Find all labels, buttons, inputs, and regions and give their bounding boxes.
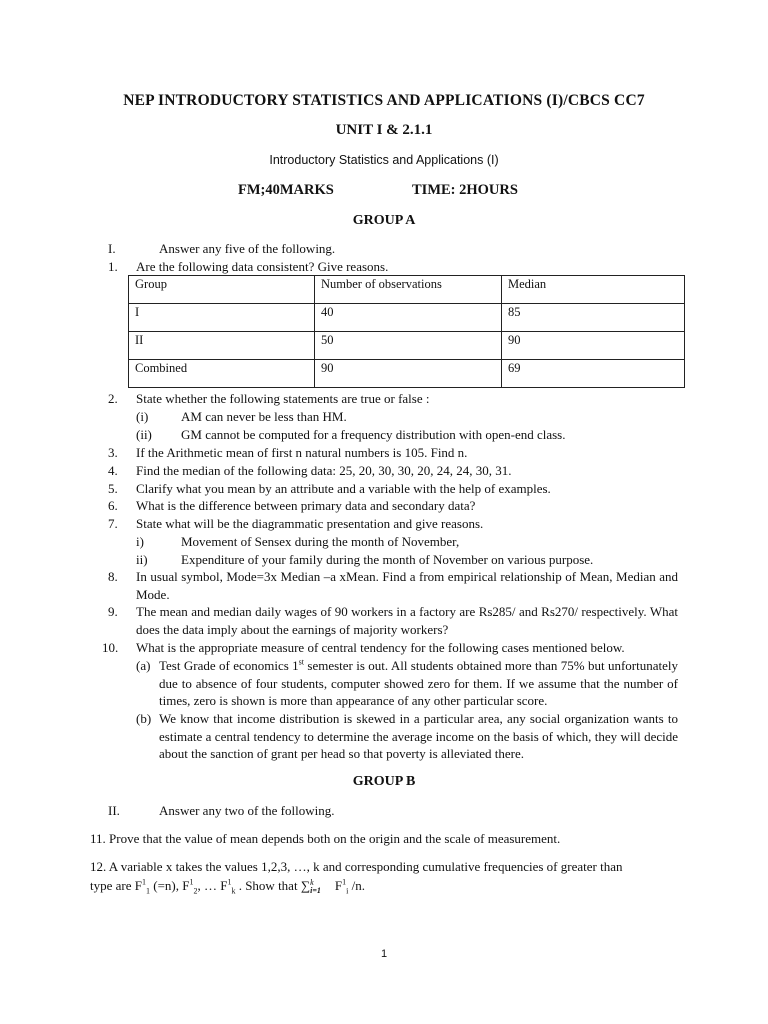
- group-a-heading: GROUP A: [352, 213, 416, 228]
- sub-item-text: Movement of Sensex during the month of November,: [181, 534, 460, 549]
- question-number: 2.: [108, 391, 118, 406]
- full-marks: FM;40MARKS: [238, 182, 334, 198]
- table-row: [129, 332, 685, 360]
- question-text: If the Arithmetic mean of first n natural numbers is 105. Find n.: [136, 445, 468, 460]
- question-text: State what will be the diagrammatic presentation and give reasons.: [136, 516, 484, 531]
- question-number: 6.: [108, 498, 118, 513]
- paper-subtitle: Introductory Statistics and Applications (I): [269, 153, 499, 167]
- question-text: State whether the following statements are true or false :: [136, 391, 430, 406]
- table-cell: 50: [315, 332, 502, 360]
- question-number: 9.: [108, 604, 118, 619]
- table-header-cell: Number of observations: [315, 276, 502, 304]
- table-header-cell: Group: [129, 276, 315, 304]
- unit-heading: UNIT I & 2.1.1: [335, 122, 433, 138]
- instruction-number: II.: [108, 803, 120, 818]
- paper-title: NEP INTRODUCTORY STATISTICS AND APPLICATIONS (I)/CBCS CC7: [123, 92, 645, 109]
- question-number: 1.: [108, 259, 118, 274]
- group-b-heading: GROUP B: [352, 774, 416, 789]
- formula-text: (=n), F: [149, 878, 190, 893]
- question-text: 11. Prove that the value of mean depends both on the origin and the scale of measurement.: [90, 831, 561, 846]
- instruction-number: I.: [108, 241, 116, 256]
- question-text: What is the difference between primary data and secondary data?: [136, 498, 476, 513]
- question-text: Find the median of the following data: 25, 20, 30, 30, 20, 24, 24, 30, 31.: [136, 463, 512, 478]
- instruction-text: Answer any two of the following.: [159, 803, 335, 818]
- table-header-cell: Median: [502, 276, 685, 304]
- formula-subscript: i: [346, 886, 349, 896]
- sub-item-number: (ii): [136, 427, 152, 442]
- sub-item-number: i): [136, 534, 144, 549]
- question-number: 7.: [108, 516, 118, 531]
- sub-item-number: ii): [136, 552, 148, 567]
- sub-item-text: GM cannot be computed for a frequency distribution with open-end class.: [181, 427, 566, 442]
- sub-item-text: AM can never be less than HM.: [181, 409, 347, 424]
- formula-text: . Show that ∑: [235, 878, 311, 893]
- formula-text: F: [334, 878, 343, 893]
- sub-item-text-part: semester is out. All students obtained more than 75% but unfortunately due to absence of four students, computer showed zero for them. If we assume that the number of times, zero is shown is more than appearance of any other particular score.: [159, 658, 679, 708]
- formula-text: , … F: [197, 878, 228, 893]
- table-row: [129, 304, 685, 332]
- table-row: [129, 360, 685, 388]
- sub-item-text: [159, 657, 678, 710]
- summation-upper: k: [310, 878, 314, 887]
- data-table: [128, 275, 685, 388]
- sub-item-number: (i): [136, 409, 149, 424]
- question-number: 5.: [108, 481, 118, 496]
- summation-lower: i=1: [310, 886, 321, 895]
- formula-text: /n.: [348, 878, 365, 893]
- formula-superscript: 1: [141, 877, 146, 887]
- question-text: 12. A variable x takes the values 1,2,3, …, k and corresponding cumulative frequencies of greater than: [90, 859, 623, 874]
- sub-item-text-part: Test Grade of economics 1: [159, 658, 299, 673]
- question-number: 8.: [108, 569, 118, 584]
- question-number: 3.: [108, 445, 118, 460]
- time-allowed: TIME: 2HOURS: [412, 182, 518, 198]
- table-cell: 90: [315, 360, 502, 388]
- sub-item-text: Expenditure of your family during the month of November on various purpose.: [181, 552, 594, 567]
- formula-text: type are F: [90, 878, 142, 893]
- table-cell: 90: [502, 332, 685, 360]
- question-text: Are the following data consistent? Give reasons.: [136, 259, 389, 274]
- question-text-formula: [90, 877, 678, 895]
- formula-subscript: k: [231, 886, 236, 896]
- table-header-row: [129, 276, 685, 304]
- table-cell: Combined: [129, 360, 315, 388]
- question-text: The mean and median daily wages of 90 workers in a factory are Rs285/ and Rs270/ respectively. What does the data imply about the earnings of majority workers?: [136, 604, 678, 637]
- sub-item-number: (b): [136, 711, 152, 726]
- question-number: 4.: [108, 463, 118, 478]
- formula-superscript: 1: [227, 877, 232, 887]
- question-text: In usual symbol, Mode=3x Median –a xMean. Find a from empirical relationship of Mean, Median and Mode.: [136, 569, 678, 602]
- formula-superscript: 1: [189, 877, 194, 887]
- sub-item-number: (a): [136, 658, 151, 673]
- question-number: 10.: [102, 640, 119, 655]
- table-cell: II: [129, 332, 315, 360]
- ordinal-superscript: st: [298, 657, 305, 667]
- page-number: 1: [380, 948, 388, 960]
- summation-limits: [310, 879, 321, 895]
- formula-subscript: 1: [145, 886, 150, 896]
- table-cell: 85: [502, 304, 685, 332]
- question-text: What is the appropriate measure of central tendency for the following cases mentioned below.: [136, 640, 625, 655]
- question-text: Clarify what you mean by an attribute and a variable with the help of examples.: [136, 481, 551, 496]
- instruction-text: Answer any five of the following.: [159, 241, 336, 256]
- formula-subscript: 2: [193, 886, 198, 896]
- sub-item-text: We know that income distribution is skewed in a particular area, any social organization wants to estimate a central tendency to determine the average income on the basis of which, they will decide about the sanction of grant per head so that poverty is alleviated there.: [159, 711, 678, 761]
- table-cell: 69: [502, 360, 685, 388]
- table-cell: 40: [315, 304, 502, 332]
- formula-superscript: 1: [342, 877, 347, 887]
- table-cell: I: [129, 304, 315, 332]
